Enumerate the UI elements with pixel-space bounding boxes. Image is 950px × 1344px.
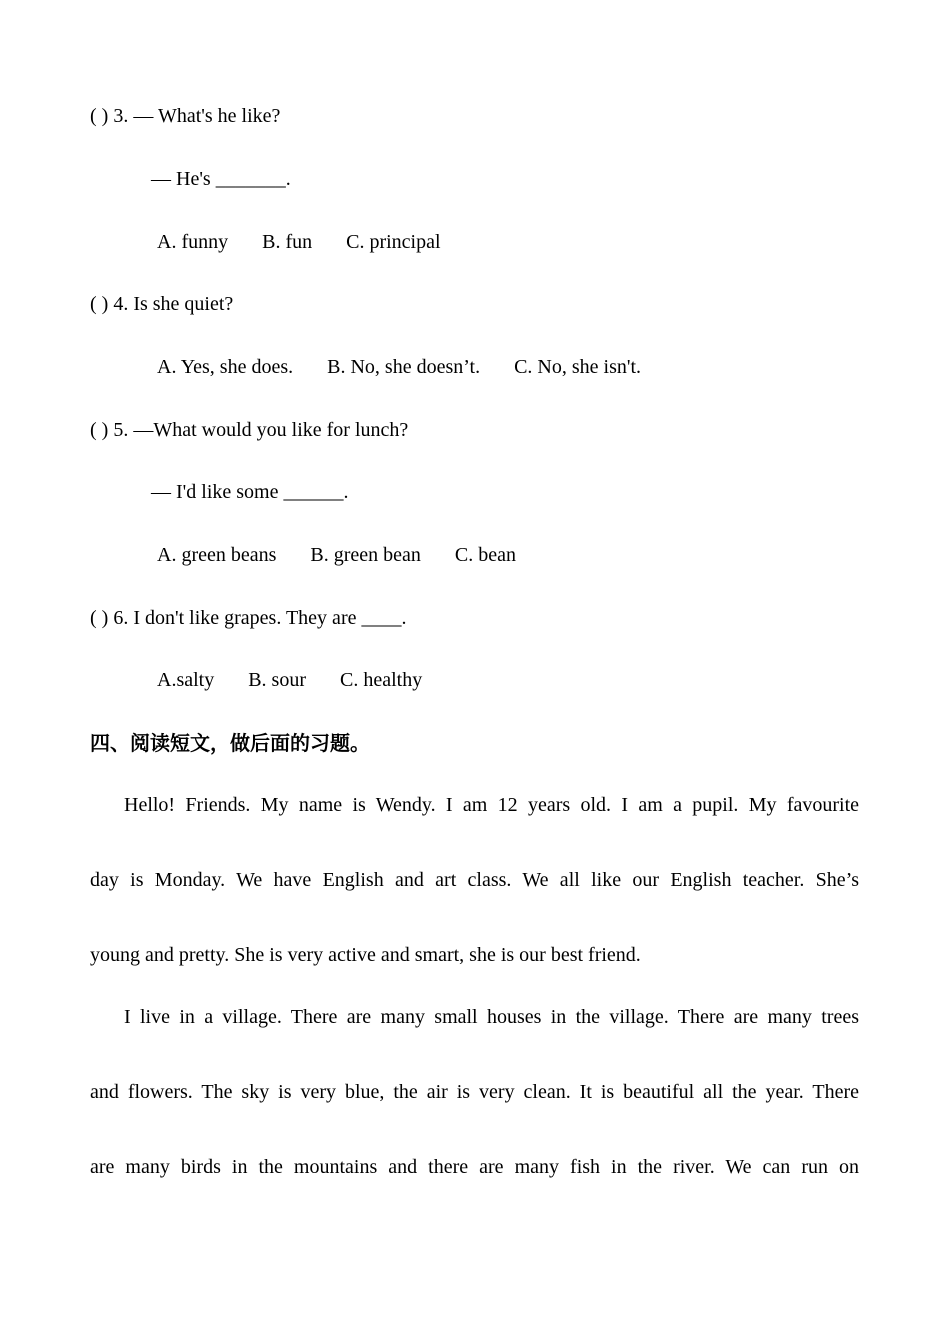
question-5-followup: — I'd like some ______.	[151, 481, 349, 503]
option-b: B. No, she doesn’t.	[327, 356, 481, 378]
option-c: C. No, she isn't.	[514, 356, 642, 378]
question-4-options	[157, 355, 675, 379]
option-b: B. fun	[262, 231, 313, 253]
question-4-stem: ( ) 4. Is she quiet?	[90, 293, 234, 315]
question-3-followup: — He's _______.	[151, 168, 291, 190]
question-5-stem: ( ) 5. —What would you like for lunch?	[90, 419, 409, 441]
passage-line: Hello! Friends. My name is Wendy. I am 12 years old. I am a pupil. My favourite	[124, 794, 859, 816]
passage-line: day is Monday. We have English and art class. We all like our English teacher. She’s	[90, 869, 859, 891]
option-c: C. principal	[346, 231, 441, 253]
question-3-stem: ( ) 3. — What's he like?	[90, 105, 281, 127]
question-5-options	[157, 543, 550, 567]
passage-line: I live in a village. There are many small houses in the village. There are many trees	[124, 1006, 859, 1028]
option-c: C. bean	[454, 544, 517, 566]
passage-line: are many birds in the mountains and there are many fish in the river. We can run on	[90, 1156, 859, 1178]
question-3-options	[157, 230, 475, 254]
passage-line: and flowers. The sky is very blue, the air is very clean. It is beautiful all the year. There	[90, 1081, 859, 1103]
passage-line: young and pretty. She is very active and smart, she is our best friend.	[90, 944, 641, 966]
question-6-stem: ( ) 6. I don't like grapes. They are ____.	[90, 607, 407, 629]
option-a: A. funny	[157, 231, 229, 253]
section-heading: 四、阅读短文，做后面的习题。	[90, 731, 370, 755]
option-b: B. green bean	[310, 544, 421, 566]
question-6-options	[157, 668, 456, 692]
option-a: A.salty	[157, 669, 215, 691]
option-b: B. sour	[248, 669, 307, 691]
option-c: C. healthy	[340, 669, 423, 691]
option-a: A. Yes, she does.	[157, 356, 294, 378]
option-a: A. green beans	[157, 544, 277, 566]
